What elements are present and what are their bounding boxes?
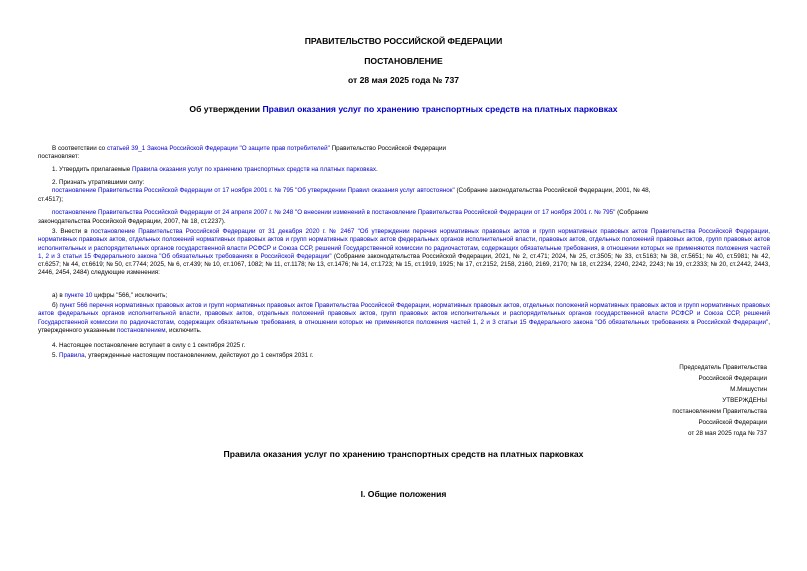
- item-3-text: 3. Внести в: [52, 228, 91, 235]
- government-heading: ПРАВИТЕЛЬСТВО РОССИЙСКОЙ ФЕДЕРАЦИИ: [304, 36, 503, 46]
- item-1-rules-link[interactable]: Правила оказания услуг по хранению транспортных средств на платных парковках: [132, 166, 377, 173]
- decree-795-link[interactable]: постановление Правительства Российской Федерации от 17 ноября 2001 г. № 795 "Об утверждении Правил оказания услуг автостоянок": [52, 187, 455, 194]
- document-type: ПОСТАНОВЛЕНИЕ: [364, 56, 443, 66]
- approved-country: Российской Федерации: [698, 419, 767, 426]
- consumer-law-link[interactable]: статьей 39_1 Закона Российской Федерации "О защите прав потребителей": [106, 145, 330, 152]
- decree-link[interactable]: постановлением: [117, 326, 166, 334]
- section-heading: I. Общие положения: [360, 489, 447, 499]
- item-2-a-end: ст.4517);: [38, 196, 63, 203]
- rules-title: Правила оказания услуг по хранению транспортных средств на платных парковках: [223, 449, 584, 459]
- item-2-b-end: законодательства Российской Федерации, 2007, № 18, ст.2237).: [38, 218, 226, 225]
- document-date: от 28 мая 2025 года № 737: [347, 75, 460, 85]
- title-rules-link[interactable]: Правил оказания услуг по хранению транспортных средств на платных парковках: [262, 104, 618, 114]
- title-prefix: Об утверждении: [189, 104, 263, 114]
- item-5-text: 5.: [52, 352, 60, 359]
- item-3: [38, 228, 770, 278]
- item-3-a-end: цифры "566," исключить;: [92, 292, 168, 299]
- intro-paragraph: [52, 145, 446, 153]
- item-1: [52, 166, 378, 174]
- item-1-text: 1. Утвердить прилагаемые: [52, 166, 132, 173]
- rules-link[interactable]: Правила: [59, 352, 85, 359]
- document-title: [0, 104, 807, 114]
- item-2-b: [38, 209, 770, 217]
- item-5-end: , утвержденные настоящим постановлением, действуют до 1 сентября 2031 г.: [84, 352, 314, 359]
- item-2-a: [38, 187, 770, 195]
- item-3-b-end: , исключить.: [165, 326, 202, 334]
- approved-label: УТВЕРЖДЕНЫ: [722, 397, 767, 404]
- item-4: 4. Настоящее постановление вступает в силу с 1 сентября 2025 г.: [52, 342, 246, 349]
- item-2-b-text: (Собрание: [615, 209, 649, 216]
- item-3-a: [52, 292, 167, 300]
- item-1-end: .: [376, 166, 378, 173]
- item-2: 2. Признать утратившими силу:: [52, 179, 145, 186]
- item-3-b-text-2: , утвержденного указанным: [38, 318, 770, 334]
- item-5: [52, 352, 313, 360]
- point-10-link[interactable]: пункте 10: [64, 292, 93, 299]
- decree-2467-link[interactable]: постановление Правительства Российской Федерации от 31 декабря 2020 г. № 2467 "Об утверждении перечня нормативных правовых актов и групп нормативных правовых актов Правительства Российской Федерации, нормативных правовых актов, отдельных положений нормативных правовых актов и групп нормативных правовых актов федеральных органов исполнительной власти, правовых актов, отдельных положений правовых актов, групп правовых актов исполнительных и распорядительных органов государственной власти РСФСР и Союза ССР, решений Государственной комиссии по радиочастотам, содержащих обязательные требования, в отношении которых не применяются положения частей 1, 2 и 3 статьи 15 Федерального закона "Об обязательных требованиях в Российской Федерации": [38, 228, 771, 260]
- item-2-a-text: (Собрание законодательства Российской Федерации, 2001, № 48,: [454, 187, 651, 194]
- intro-text: В соответствии со: [52, 145, 107, 152]
- item-3-b-text: б): [52, 302, 60, 309]
- point-566-link[interactable]: пункт 566 перечня нормативных правовых актов и групп нормативных правовых актов Правительства Российской Федерации, нормативных правовых актов, отдельных положений нормативных правовых актов и групп нормативных правовых актов федеральных органов исполнительной власти, правовых актов, отдельных положений правовых актов, групп правовых актов исполнительных и распорядительных органов государственной власти РСФСР и Союза ССР, решений Государственной комиссии по радиочастотам, содержащих обязательные требования, в отношении которых не применяются положения частей 1, 2 и 3 статьи 15 Федерального закона "Об обязательных требованиях в Российской Федерации": [38, 302, 771, 326]
- item-3-a-text: а) в: [52, 292, 65, 299]
- intro-text-2: Правительство Российской Федерации: [329, 145, 447, 152]
- decree-248-link[interactable]: постановление Правительства Российской Федерации от 24 апреля 2007 г. № 248 "О внесении изменений в постановление Правительства Российской Федерации от 17 ноября 2001 г. № 795": [52, 209, 616, 216]
- signature-position: Председатель Правительства: [679, 364, 767, 371]
- approved-date: от 28 мая 2025 года № 737: [688, 430, 767, 437]
- item-3-text-2: (Собрание законодательства Российской Федерации, 2021, № 2, ст.471; 2024, № 25, ст.3505; № 33, ст.5163; № 38, ст.5651; № 40, ст.5981; № 42, ст.6257; № 44, ст.6619; № 50, ст.7744; 2025, № 6, ст.439; № 10, ст.1067, 1082; № 11, ст.1178; № 13, ст.1476; № 14, ст.1723; № 15, ст.1919, 1925; № 17, ст.2152, 2158, 2160, 2169, 2170; № 18, ст.2234, 2240, 2242, 2243; № 19, ст.2333; № 20, ст.2442, 2443, 2446, 2454, 2484) следующие изменения:: [38, 252, 770, 277]
- signature-name: М.Мишустин: [730, 386, 767, 393]
- item-3-b: [38, 302, 770, 335]
- approved-by: постановлением Правительства: [672, 408, 767, 415]
- decree-verb: постановляет:: [38, 153, 80, 160]
- signature-country: Российской Федерации: [698, 375, 767, 382]
